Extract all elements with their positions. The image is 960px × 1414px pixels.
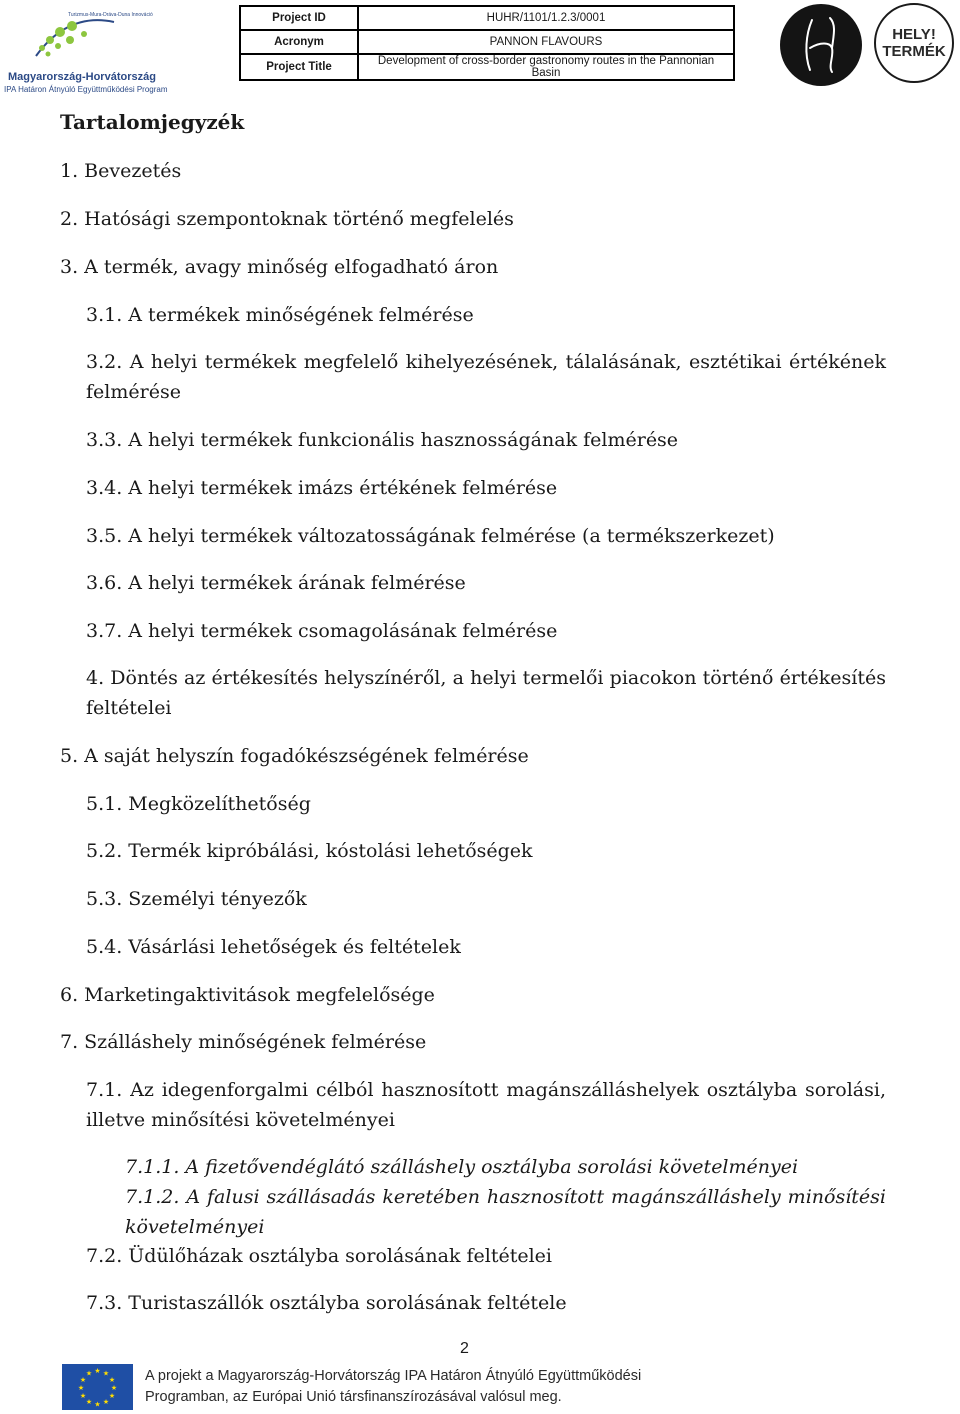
project-id-label: Project ID	[240, 6, 358, 30]
helyi-termek-logo	[874, 3, 954, 83]
toc-entry[interactable]: 3.4. A helyi termékek imázs értékének felmérése	[86, 477, 558, 499]
svg-text:★: ★	[85, 1369, 93, 1378]
table-row	[240, 30, 734, 54]
toc-entry-continuation[interactable]: követelményei	[125, 1216, 265, 1238]
logo-country-text: Magyarország-Horvátország	[8, 71, 156, 83]
project-title-value: Development of cross-border gastronomy routes in the Pannonian Basin	[358, 54, 734, 80]
svg-text:★: ★	[110, 1384, 118, 1392]
toc-entry[interactable]: 2. Hatósági szempontoknak történő megfelelés	[60, 208, 514, 230]
table-row	[240, 54, 734, 80]
svg-text:★: ★	[108, 1376, 116, 1384]
toc-entry[interactable]: 5.2. Termék kipróbálási, kóstolási lehetőségek	[86, 840, 533, 862]
toc-entry[interactable]: 5.4. Vásárlási lehetőségek és feltételek	[86, 936, 461, 958]
svg-text:★: ★	[77, 1384, 85, 1392]
eu-funding-statement	[145, 1366, 641, 1408]
h-script-icon	[780, 4, 862, 86]
toc-entry[interactable]: 3.1. A termékek minőségének felmérése	[86, 304, 474, 326]
svg-text:★: ★	[94, 1400, 101, 1409]
toc-entry[interactable]: 7.1.1. A fizetővendéglátó szálláshely osztályba sorolási követelményei	[125, 1156, 799, 1178]
toc-entry-continuation[interactable]: illetve minősítési követelményei	[86, 1109, 395, 1131]
svg-text:★: ★	[79, 1376, 87, 1384]
page-number: 2	[460, 1340, 469, 1357]
page-header	[0, 0, 960, 98]
project-title-label: Project Title	[240, 54, 358, 80]
toc-entry-continuation[interactable]: feltételei	[86, 697, 172, 719]
acronym-label: Acronym	[240, 30, 358, 54]
toc-entry[interactable]: 4. Döntés az értékesítés helyszínéről, a helyi termelői piacokon történő értékesítés	[86, 667, 886, 689]
dotted-arc-icon	[28, 4, 153, 66]
eu-funding-line-2: Programban, az Európai Unió társfinanszírozásával valósul meg.	[145, 1389, 562, 1405]
toc-entry[interactable]: 3.6. A helyi termékek árának felmérése	[86, 572, 466, 594]
toc-entry[interactable]: 3.7. A helyi termékek csomagolásának felmérése	[86, 620, 558, 642]
toc-entry[interactable]: 7.2. Üdülőházak osztályba sorolásának feltételei	[86, 1245, 553, 1267]
hungary-croatia-ipa-logo	[2, 4, 168, 94]
toc-entry[interactable]: 7.3. Turistaszállók osztályba sorolásának feltétele	[86, 1292, 567, 1314]
project-id-value: HUHR/1101/1.2.3/0001	[358, 6, 734, 30]
toc-entry[interactable]: 1. Bevezetés	[60, 160, 182, 182]
svg-text:★: ★	[108, 1392, 116, 1400]
toc-entry[interactable]: 3.2. A helyi termékek megfelelő kihelyezésének, tálalásának, esztétikai értékének	[86, 351, 886, 373]
helyi-text: HELY!	[892, 26, 936, 43]
svg-text:★: ★	[79, 1392, 87, 1400]
toc-entry[interactable]: 5. A saját helyszín fogadókészségének felmérése	[60, 745, 529, 767]
toc-entry[interactable]: 3.3. A helyi termékek funkcionális hasznosságának felmérése	[86, 429, 679, 451]
eu-funding-line-1: A projekt a Magyarország-Horvátország IPA Határon Átnyúló Együttműködési	[145, 1368, 642, 1384]
svg-text:★: ★	[94, 1367, 101, 1375]
toc-entry[interactable]: 7. Szálláshely minőségének felmérése	[60, 1031, 427, 1053]
toc-title: Tartalomjegyzék	[60, 110, 245, 134]
acronym-value: PANNON FLAVOURS	[358, 30, 734, 54]
termek-text: TERMÉK	[882, 43, 946, 60]
svg-text:★: ★	[85, 1398, 93, 1406]
svg-text:★: ★	[102, 1398, 110, 1406]
toc-entry-continuation[interactable]: felmérése	[86, 381, 181, 403]
toc-entry[interactable]: 5.3. Személyi tényezők	[86, 888, 307, 910]
arc-text: Turizmus-Mura-Dráva-Duna Innováció	[68, 12, 153, 18]
h-monogram-logo	[780, 4, 862, 86]
logo-program-text: IPA Határon Átnyúló Együttműködési Program	[4, 85, 168, 94]
toc-entry[interactable]: 7.1.2. A falusi szállásadás keretében hasznosított magánszálláshely minősítési	[125, 1186, 886, 1208]
project-info-table	[239, 5, 735, 81]
toc-entry[interactable]: 7.1. Az idegenforgalmi célból hasznosított magánszálláshelyek osztályba sorolási,	[86, 1079, 886, 1101]
toc-entry[interactable]: 6. Marketingaktivitások megfelelősége	[60, 984, 435, 1006]
svg-text:★: ★	[102, 1369, 110, 1378]
table-row	[240, 6, 734, 30]
toc-entry[interactable]: 5.1. Megközelíthetőség	[86, 793, 311, 815]
eu-flag-icon	[62, 1364, 133, 1410]
toc-entry[interactable]: 3.5. A helyi termékek változatosságának felmérése (a termékszerkezet)	[86, 525, 775, 547]
toc-entry[interactable]: 3. A termék, avagy minőség elfogadható áron	[60, 256, 499, 278]
